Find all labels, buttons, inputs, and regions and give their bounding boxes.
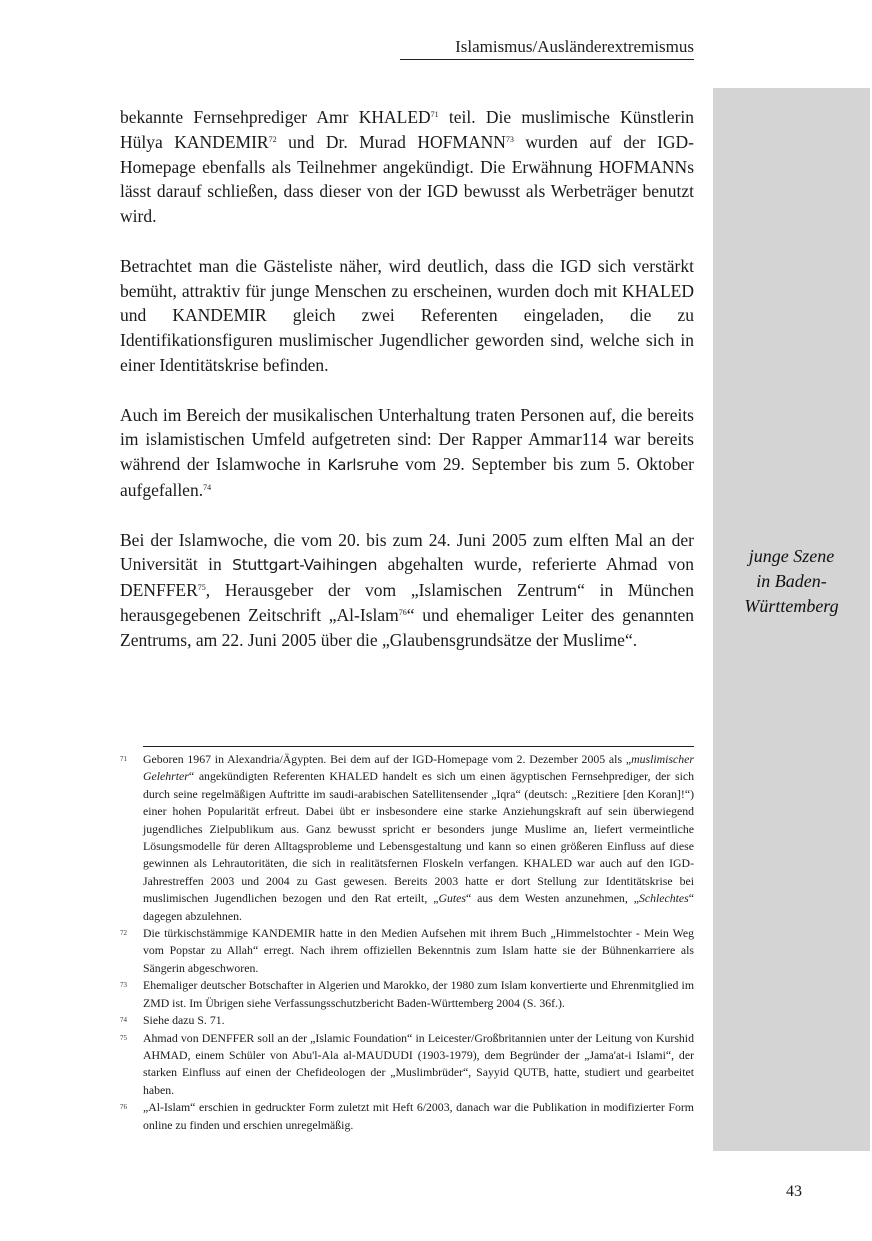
text-run: , Herausgeber der vom „Islamischen Zentrum“ in München herausgegebenen Zeitschrift „Al-Islam xyxy=(120,580,694,625)
margin-note: junge Szene in Baden- Württemberg xyxy=(744,546,839,616)
footnote-76 xyxy=(120,1099,694,1134)
footnote-text: Siehe dazu S. 71. xyxy=(143,1013,225,1028)
text-run: Bei der Islamwoche, die vom 20. bis zum 24. Juni 2005 zum elften Mal an der Universität in xyxy=(120,529,694,575)
footnote-number: 76 xyxy=(120,1103,127,1112)
footnote-rule xyxy=(143,746,694,747)
text-run: “ aus dem Westen anzunehmen, „ xyxy=(465,891,639,906)
footnote-number: 71 xyxy=(120,755,127,763)
running-header: Islamismus/Ausländerextremismus xyxy=(455,37,694,56)
place-name-highlight: Karlsruhe xyxy=(327,456,399,475)
paragraph-4 xyxy=(120,528,694,653)
text-run: Auch im Bereich der musikalischen Unterhaltung traten Personen auf, die bereits im islamistischen Umfeld aufgetreten sind: Der Rapper Ammar114 war bereits während der Islamwoche in xyxy=(120,404,694,475)
footnote-ref[interactable]: 76 xyxy=(398,607,407,617)
footnote-74 xyxy=(120,1012,694,1029)
footnote-text xyxy=(143,751,694,925)
footnotes xyxy=(120,751,694,1134)
italic-run: muslimischer Gelehrter xyxy=(143,752,694,784)
margin-sidebar xyxy=(713,88,870,1151)
footnote-73 xyxy=(120,977,694,1012)
text-run: Geboren 1967 in Alexandria/Ägypten. Bei dem auf der IGD-Homepage vom 2. Dezember 2005 als „ xyxy=(143,752,632,766)
text-run: “ und ehemaliger Leiter des genannten Zentrums, am 22. Juni 2005 über die „Glaubensgrundsätze der Muslime“. xyxy=(120,604,694,650)
text-run: bekannte Fernsehprediger Amr KHALED xyxy=(120,107,431,127)
header-rule xyxy=(400,59,694,60)
footnote-ref[interactable]: 71 xyxy=(430,110,439,119)
footnote-ref[interactable]: 73 xyxy=(505,134,514,144)
footnote-71 xyxy=(120,751,694,925)
footnote-number: 75 xyxy=(120,1033,127,1042)
footnote-text: Ehemaliger deutscher Botschafter in Algerien und Marokko, der 1980 zum Islam konvertierte und Ehrenmitglied im ZMD ist. Im Übrigen siehe Verfassungsschutzbericht Baden-Württemberg 2004 (S. 36f.). xyxy=(143,978,694,1010)
italic-run: Schlechtes xyxy=(638,891,689,906)
footnote-ref[interactable]: 74 xyxy=(203,482,212,492)
footnote-text: „Al-Islam“ erschien in gedruckter Form zuletzt mit Heft 6/2003, danach war die Publikation in modifizierter Form online zu finden und erschien unregelmäßig. xyxy=(143,1100,694,1132)
text-run: “ dagegen abzulehnen. xyxy=(143,891,695,923)
footnote-72 xyxy=(120,925,694,977)
footnote-number: 72 xyxy=(120,929,127,938)
footnote-text: Ahmad von DENFFER soll an der „Islamic Foundation“ in Leicester/Großbritannien unter der Leitung von Kurshid AHMAD, einem Schüler von Abu'l-Ala al-MAUDUDI (1903-1979), dem Begründer der „Jama'at-i Islami“, der starken Einfluss auf einen der Chefideologen der „Muslimbrüder“, Sayyid QUTB, hatte, studiert und gearbeitet haben. xyxy=(143,1030,694,1097)
footnote-number: 74 xyxy=(120,1016,127,1025)
text-run: vom 29. September bis zum 5. Oktober aufgefallen. xyxy=(120,454,694,500)
italic-run: Gutes xyxy=(438,891,466,906)
footnote-text: Die türkischstämmige KANDEMIR hatte in den Medien Aufsehen mit ihrem Buch „Himmelstochter - Mein Weg vom Popstar zu Allah“ erregt. Nach ihrem offiziellen Bekenntnis zum Islam hatte sie der Bühnenkarriere als Sängerin abgeschworen. xyxy=(143,926,694,975)
place-name-highlight: Stuttgart-Vaihingen xyxy=(232,556,378,575)
text-run: “ angekündigten Referenten KHALED handelt es sich um einen ägyptischen Fernsehprediger, der sich durch seine regelmäßigen Auftritte im saudi-arabischen Satellitensender „Iqra“ (deutsch: „Rezitiere [den Koran]!“) einer hohen Popularität erfreut. Dabei übt er insbesondere eine starke Anziehungskraft auf sein überwiegend jugendliches Zielpublikum aus. Ganz bewusst spricht er besonders junge Muslime an, liefert vermeintliche Lösungsmodelle für deren Alltagsprobleme und Lebensgestaltung und kann so einen größeren Einfluss auf diese gewinnen als Lehrautoritäten, die sich in realitätsfernen Floskeln verfangen. KHALED war auch auf den IGD-Jahrestreffen 2003 und 2004 zu Gast gewesen. Bereits 2003 hatte er dort Stellung zur Identitätskrise bei muslimischen Jugendlichen bezogen und den Rat erteilt, „ xyxy=(143,769,694,906)
body-text xyxy=(120,105,694,677)
text-run: und Dr. Murad HOFMANN xyxy=(276,131,506,152)
page-number: 43 xyxy=(786,1183,802,1200)
footnote-ref[interactable]: 75 xyxy=(197,583,206,593)
text-run: teil. Die muslimische Künstlerin Hülya KANDEMIR xyxy=(120,107,695,152)
footnote-75 xyxy=(120,1030,694,1100)
paragraph-3 xyxy=(120,403,694,503)
text-run: wurden auf der IGD-Homepage ebenfalls als Teilnehmer angekündigt. Die Erwähnung HOFMANNs lässt darauf schließen, dass dieser von der IGD bewusst als Werbeträger benutzt wird. xyxy=(120,131,694,227)
footnote-ref[interactable]: 72 xyxy=(268,134,277,144)
footnote-number: 73 xyxy=(120,981,127,990)
text-run: abgehalten wurde, referierte Ahmad von DENFFER xyxy=(120,554,694,601)
paragraph-1 xyxy=(120,105,694,229)
paragraph-2: Betrachtet man die Gästeliste näher, wird deutlich, dass die IGD sich verstärkt bemüht, attraktiv für junge Menschen zu erscheinen, wurden doch mit KHALED und KANDEMIR gleich zwei Referenten eingeladen, die zu Identifikationsfiguren muslimischer Jugendlicher geworden sind, welche sich in einer Identitätskrise befinden. xyxy=(120,255,694,375)
